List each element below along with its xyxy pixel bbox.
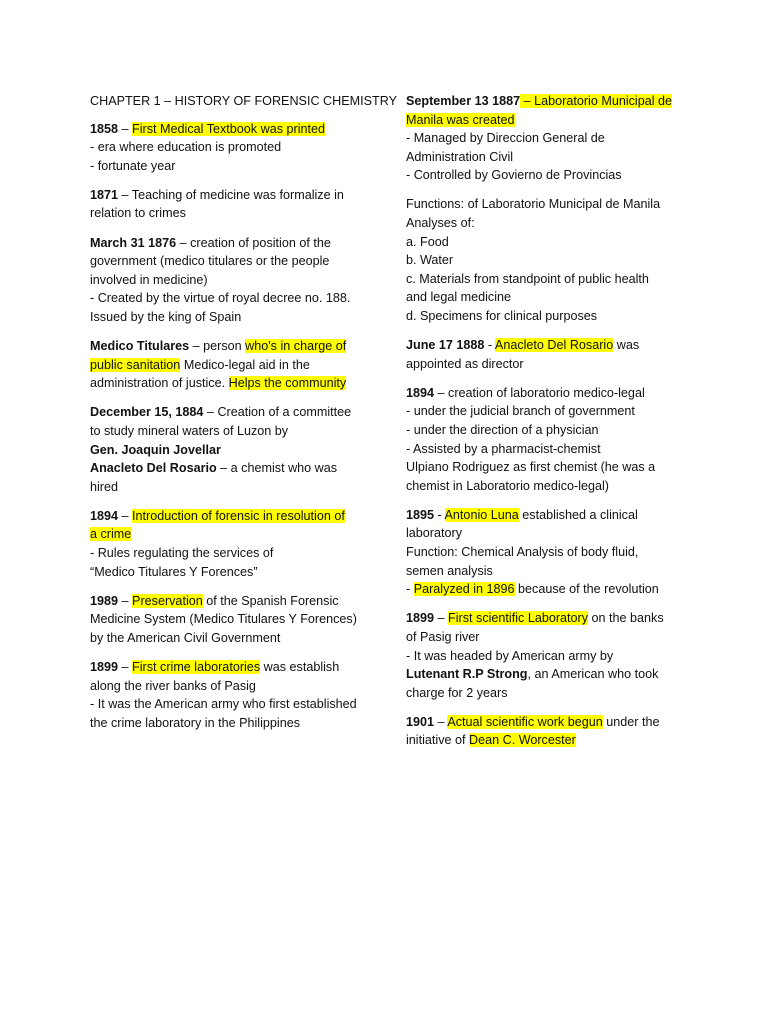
entry-medico-titulares (90, 337, 366, 393)
entry-text: – Teaching of medicine was formalize in (118, 187, 344, 202)
highlighted-text: Manila was created (406, 112, 515, 127)
list-item: d. Specimens for clinical purposes (406, 309, 598, 324)
entry-text: – Creation of a committee (203, 405, 352, 420)
entry-text: - Assisted by a pharmacist-chemist (406, 441, 601, 456)
entry-text: involved in medicine) (90, 272, 208, 287)
highlighted-text: Dean C. Worcester (469, 733, 576, 748)
highlighted-text: Preservation (132, 593, 203, 608)
entry-1895 (406, 506, 686, 599)
highlighted-text: Helps the community (228, 376, 347, 391)
entry-1989 (90, 592, 366, 648)
entry-text: established a clinical (518, 507, 638, 522)
entry-1876 (90, 234, 366, 327)
entry-date: December 15, 1884 (90, 405, 204, 420)
entry-date: 1894 (90, 508, 119, 523)
left-column (90, 92, 397, 743)
list-item: b. Water (406, 253, 454, 268)
entry-text: - It was the American army who first established (90, 697, 357, 712)
entry-text: - under the direction of a physician (406, 423, 599, 437)
entry-text: – a chemist who was (216, 461, 338, 476)
entry-1901 (406, 713, 686, 750)
highlighted-text: a crime (90, 527, 132, 542)
entry-date: March 31 1876 (90, 235, 177, 250)
entry-date: 1899 (90, 659, 119, 674)
entry-text: Ulpiano Rodriguez as first chemist (he was a (406, 460, 656, 475)
highlighted-text: First Medical Textbook was printed (132, 121, 325, 136)
entry-1894-right (406, 384, 686, 496)
entry-text: semen analysis (406, 563, 493, 578)
entry-text: - (406, 582, 414, 597)
entry-separator: – (118, 508, 133, 523)
entry-text: administration of justice. (90, 376, 229, 391)
entry-text: - Rules regulating the services of (90, 545, 274, 560)
entry-date: 1989 (90, 593, 119, 608)
highlighted-text: – Laboratorio Municipal de (520, 94, 673, 108)
entry-text: hired (90, 479, 119, 494)
entry-text: of the Spanish Forensic (202, 593, 339, 608)
entry-term: Medico Titulares (90, 339, 190, 354)
entry-text: - Created by the virtue of royal decree no. 188. (90, 291, 351, 306)
entry-text: - Managed by Direccion General de (406, 131, 605, 146)
entry-text: the crime laboratory in the Philippines (90, 715, 301, 730)
entry-date: September 13 1887 (406, 94, 521, 108)
entry-text: Functions: of Laboratorio Municipal de Manila (406, 197, 661, 212)
entry-text: charge for 2 years (406, 685, 508, 700)
entry-1887 (406, 92, 686, 185)
entry-date: 1871 (90, 187, 119, 202)
entry-text: - fortunate year (90, 158, 176, 173)
entry-1894-left (90, 507, 366, 581)
entry-text: – person (189, 339, 246, 354)
entry-1871 (90, 186, 366, 223)
highlighted-text: public sanitation (90, 357, 181, 372)
entry-date: 1901 (406, 714, 435, 729)
entry-separator: – (434, 714, 448, 729)
functions-list (406, 195, 686, 325)
entry-date: 1895 (406, 507, 435, 522)
entry-text: was (613, 338, 640, 353)
entry-text: Administration Civil (406, 149, 514, 164)
entry-1899-right (406, 609, 686, 702)
entry-text: initiative of (406, 733, 469, 748)
entry-date: 1899 (406, 611, 435, 626)
highlighted-text: First crime laboratories (132, 659, 261, 674)
highlighted-text: First scientific Laboratory (448, 611, 589, 626)
entry-1899-left (90, 658, 366, 732)
entry-text: of Pasig river (406, 629, 480, 644)
entry-text: - under the judicial branch of government (406, 404, 635, 419)
highlighted-text: Actual scientific work begun (447, 714, 603, 729)
entry-separator: – (118, 121, 133, 136)
entry-1884 (90, 403, 366, 496)
entry-text: chemist in Laboratorio medico-legal) (406, 478, 609, 493)
entry-name: Gen. Joaquin Jovellar (90, 442, 221, 457)
entry-text: – creation of laboratorio medico-legal (434, 385, 645, 400)
entry-separator: – (118, 593, 133, 608)
entry-text: “Medico Titulares Y Forences” (90, 564, 258, 579)
entry-text: to study mineral waters of Luzon by (90, 423, 289, 438)
entry-text: relation to crimes (90, 206, 186, 221)
highlighted-text: Paralyzed in 1896 (413, 582, 515, 597)
entry-text: - It was headed by American army by (406, 648, 614, 663)
list-item: a. Food (406, 234, 449, 249)
entry-date: June 17 1888 (406, 338, 485, 353)
entry-separator: - (484, 338, 495, 353)
entry-name: Anacleto Del Rosario (90, 461, 217, 476)
entry-name: Lutenant R.P Strong (406, 667, 528, 682)
entry-text: Function: Chemical Analysis of body fluid, (406, 545, 639, 560)
entry-text: Medicine System (Medico Titulares Y Forences) (90, 612, 357, 627)
entry-separator: - (434, 507, 445, 522)
entry-text: Issued by the king of Spain (90, 309, 242, 324)
entry-date: 1894 (406, 385, 435, 400)
entry-1858 (90, 120, 366, 176)
entry-text: along the river banks of Pasig (90, 678, 256, 693)
entry-date: 1858 (90, 121, 119, 136)
highlighted-text: who's in charge of (245, 339, 347, 354)
entry-1888 (406, 336, 686, 373)
entry-text: by the American Civil Government (90, 630, 281, 645)
list-item: c. Materials from standpoint of public health (406, 271, 649, 286)
entry-text: Medico-legal aid in the (180, 357, 310, 372)
entry-text: under the (602, 714, 660, 729)
chapter-title: CHAPTER 1 – HISTORY OF FORENSIC CHEMISTRY (90, 94, 397, 108)
entry-text: appointed as director (406, 356, 524, 371)
entry-text: – creation of position of the (176, 235, 331, 250)
entry-text: was establish (260, 659, 340, 674)
entry-text: Analyses of: (406, 216, 475, 231)
highlighted-text: Antonio Luna (444, 507, 519, 522)
entry-text: laboratory (406, 526, 463, 541)
highlighted-text: Introduction of forensic in resolution of (132, 508, 345, 523)
entry-text: - Controlled by Govierno de Provincias (406, 168, 622, 183)
right-column (406, 92, 686, 761)
entry-text: - era where education is promoted (90, 140, 282, 155)
entry-text: on the banks (588, 611, 664, 626)
highlighted-text: Anacleto Del Rosario (494, 338, 614, 353)
list-item: and legal medicine (406, 290, 512, 305)
entry-text: government (medico titulares or the people (90, 254, 330, 269)
entry-text: because of the revolution (514, 582, 659, 597)
entry-text: , an American who took (527, 667, 659, 682)
chapter-title-block (90, 92, 397, 111)
entry-separator: – (118, 659, 133, 674)
entry-separator: – (434, 611, 449, 626)
